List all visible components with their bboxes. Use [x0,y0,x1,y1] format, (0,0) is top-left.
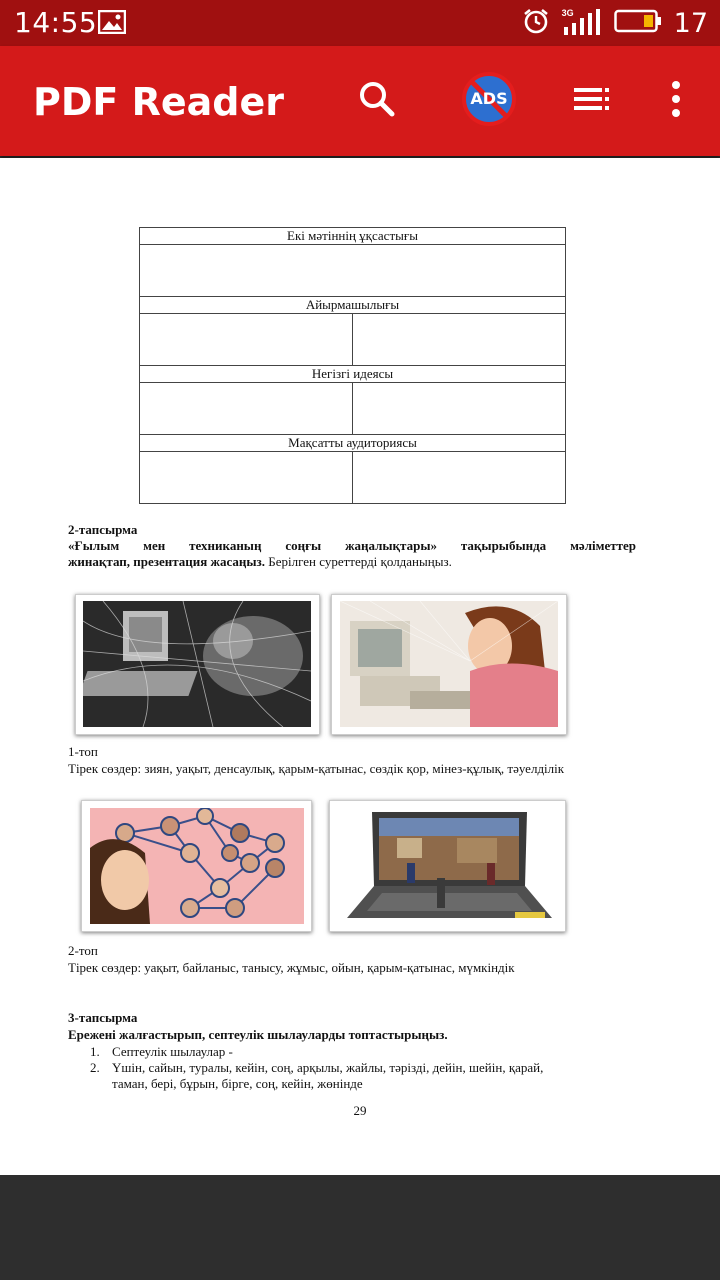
more-options-button[interactable] [651,74,701,124]
group1-keywords-list: : зиян, уақыт, денсаулық, қарым-қатынас, сөздік қор, мінез-құлық, тәуелділік [137,761,565,776]
group1-keywords [68,761,564,777]
task2-heading: 2-тапсырма [68,522,138,537]
app-title: PDF Reader [33,80,284,124]
table-cell [353,452,566,504]
status-time: 14:55 [14,6,98,39]
photo-social-network [81,800,312,932]
girl-at-computer-image [340,601,558,727]
table-cell [353,314,566,366]
table-cell [140,383,353,435]
table-header-differences: Айырмашылығы [140,297,566,314]
gallery-notification-icon [98,10,126,39]
photo-girl-computer [331,594,567,735]
table-header-audience: Мақсатты аудиториясы [140,435,566,452]
table-cell [140,314,353,366]
more-vert-icon [670,79,682,119]
table-header-similarity: Екі мәтіннің ұқсастығы [140,228,566,245]
cobweb-computer-image [83,601,311,727]
table-header-main-idea: Негізгі идеясы [140,366,566,383]
battery-icon [614,9,662,38]
task3-instruction: Ережені жалғастырып, септеулік шылауларды топтастырыңыз. [68,1027,448,1042]
task2-instruction-bold: жинақтап, презентация жасаңыз. [68,554,266,569]
viewer-background [0,1178,720,1280]
remove-ads-button[interactable] [461,71,517,127]
search-button[interactable] [352,74,402,124]
ads-label: ADS [470,89,508,108]
list-number: 1. [90,1044,100,1059]
group1-keywords-prefix: Тірек сөздер [68,761,138,776]
task2-instruction-rest: Берілген суреттерді қолданыңыз. [265,554,452,569]
search-icon [357,79,397,119]
pdf-page[interactable] [0,158,720,1175]
photo-cobweb-computer [75,594,320,735]
list-number: 2. [90,1060,100,1075]
social-network-image [90,808,304,924]
list-item-continuation: таман, бері, бұрын, бірге, соң, кейін, жөнінде [112,1076,363,1091]
table-cell [140,245,566,297]
app-bar [0,46,720,156]
list-item: Үшін, сайын, туралы, кейін, соң, арқылы, жайлы, тәрізді, дейін, шейін, қарай, [112,1060,544,1075]
laptop-game-image [337,808,557,924]
signal-icon [562,8,602,38]
page-number: 29 [353,1103,367,1118]
task2-instruction-line1: «Ғылым мен техниканың соңғы жаңалықтары» тақырыбында мәліметтер [68,538,636,553]
battery-percent: 17 [673,7,708,39]
list-icon [572,84,612,114]
table-cell [353,383,566,435]
network-type: 3G [561,8,574,18]
table-cell [140,452,353,504]
task2-instruction-line2 [68,554,452,570]
status-bar [0,0,720,46]
group2-keywords: Тірек сөздер: уақыт, байланыс, танысу, жұмыс, ойын, қарым-қатынас, мүмкіндік [68,960,515,975]
alarm-icon [522,7,550,40]
comparison-table [139,227,566,504]
list-view-button[interactable] [567,74,617,124]
group1-label: 1-топ [68,744,98,759]
task3-heading: 3-тапсырма [68,1010,138,1025]
list-item: Септеулік шылаулар - [112,1044,233,1059]
group2-label: 2-топ [68,943,98,958]
photo-laptop-game [329,800,566,932]
